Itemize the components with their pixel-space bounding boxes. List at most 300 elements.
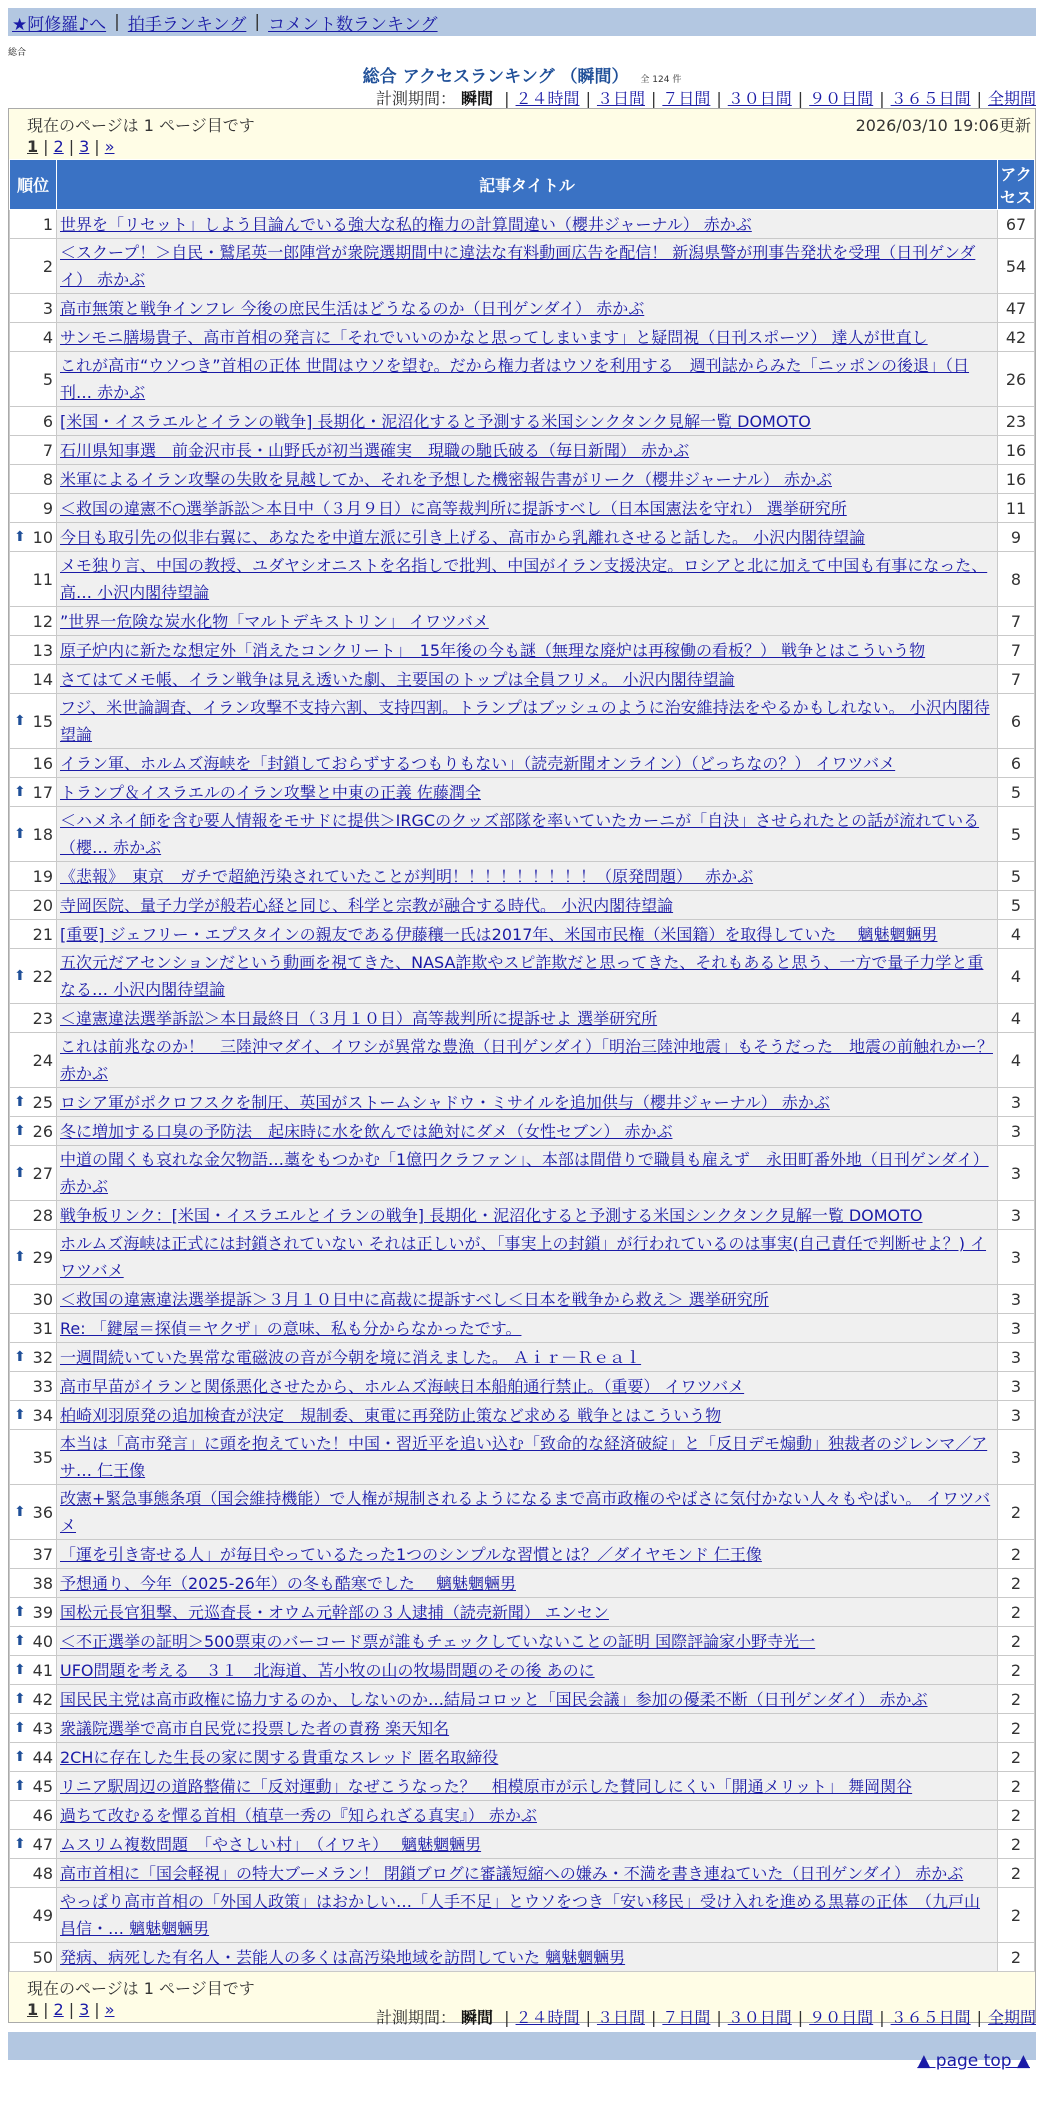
table-row: [10, 1146, 1035, 1201]
rank-number: 28: [32, 1205, 53, 1225]
access-count: 6: [998, 749, 1035, 778]
up-arrow-icon: ⬆: [14, 529, 26, 545]
access-count: 5: [998, 778, 1035, 807]
page-separator: |: [68, 2000, 75, 2019]
article-link[interactable]: 戦争板リンク：[米国・イスラエルとイランの戦争] 長期化・泥沼化すると予測する米国シンクタンク見解一覧 DOMOTO: [60, 1205, 923, 1225]
table-row: [10, 778, 1035, 807]
home-link[interactable]: ★阿修羅♪へ: [12, 14, 107, 35]
table-row: [10, 1004, 1035, 1033]
access-count: 3: [998, 1343, 1035, 1372]
rank-number: 9: [42, 498, 53, 518]
table-row: [10, 665, 1035, 694]
rank-cell: [10, 494, 57, 523]
access-count: 42: [998, 323, 1035, 352]
access-count: 2: [998, 1540, 1035, 1569]
up-arrow-icon: ⬆: [14, 1720, 26, 1736]
title-cell: [57, 494, 998, 523]
up-arrow-icon: ⬆: [14, 1504, 26, 1520]
page-link[interactable]: 2: [53, 137, 64, 156]
rank-cell: [10, 1230, 57, 1285]
clap-ranking-link[interactable]: 拍手ランキング: [127, 14, 247, 35]
article-link[interactable]: 衆議院選挙で高市自民党に投票した者の責務 楽天知名: [60, 1718, 450, 1738]
rank-number: 27: [32, 1163, 53, 1183]
title-cell: [57, 1343, 998, 1372]
title-cell: [57, 949, 998, 1004]
page-link[interactable]: 3: [79, 137, 90, 156]
article-link[interactable]: ＜ハメネイ師を含む要人情報をモサドに提供＞IRGCのクッズ部隊を率いていたカーニが「自決」させられたとの話が流れている（櫻… 赤かぶ: [60, 811, 980, 857]
access-count: 2: [998, 1485, 1035, 1540]
title-cell: [57, 436, 998, 465]
article-link[interactable]: 中道の聞くも哀れな金欠物語…藁をもつかむ「1億円クラファン」、本部は間借りで職員も雇えず 永田町番外地（日刊ゲンダイ） 赤かぶ: [60, 1150, 989, 1196]
up-arrow-icon: ⬆: [14, 1123, 26, 1139]
article-link[interactable]: 原子炉内に新たな想定外「消えたコンクリート」 15年後の今も謎（無理な廃炉は再稼働の看板？） 戦争とはこういう物: [60, 640, 926, 660]
rank-cell: [10, 891, 57, 920]
article-link[interactable]: 発病、病死した有名人・芸能人の多くは高汚染地域を訪問していた 魑魅魍魎男: [60, 1947, 626, 1967]
period-link[interactable]: ３６５日間: [890, 89, 971, 108]
up-arrow-icon: ⬆: [14, 1749, 26, 1765]
table-row: [10, 807, 1035, 862]
access-count: 2: [998, 1888, 1035, 1943]
rank-cell: [10, 1598, 57, 1627]
article-link[interactable]: ”世界一危険な炭水化物「マルトデキストリン」 イワツバメ: [60, 611, 489, 631]
rank-number: 40: [32, 1631, 53, 1651]
article-link[interactable]: フジ、米世論調査、イラン攻撃不支持六割、支持四割。トランプはブッシュのように治安維持法をやるかもしれない。 小沢内閣待望論: [60, 698, 990, 744]
rank-cell: [10, 1485, 57, 1540]
rank-number: 21: [32, 924, 53, 944]
table-row: [10, 1230, 1035, 1285]
current-page: 1: [27, 2000, 39, 2019]
article-link[interactable]: 柏崎刈羽原発の追加検査が決定 規制委、東電に再発防止策など求める 戦争とはこういう物: [60, 1405, 722, 1425]
article-link[interactable]: トランプ＆イスラエルのイラン攻撃と中東の正義 佐藤潤全: [60, 782, 481, 802]
period-selector-top: [376, 86, 1036, 109]
article-link[interactable]: さてはてメモ帳、イラン戦争は見え透いた劇、主要国のトップは全員フリメ。 小沢内閣待望論: [60, 669, 735, 689]
period-link[interactable]: ７日間: [662, 89, 711, 108]
rank-number: 30: [32, 1289, 53, 1309]
nav-separator: |: [976, 2008, 982, 2027]
up-arrow-icon: ⬆: [14, 826, 26, 842]
article-link[interactable]: 《悲報》 東京 ガチで超絶汚染されていたことが判明！！！！！！！！！（原発問題） 赤かぶ: [60, 866, 754, 886]
rank-cell: [10, 239, 57, 294]
rank-cell: [10, 1201, 57, 1230]
rank-cell: [10, 862, 57, 891]
table-row: [10, 1569, 1035, 1598]
rank-number: 11: [32, 569, 53, 589]
article-link[interactable]: 冬に増加する口臭の予防法 起床時に水を飲んでは絶対にダメ（女性セブン） 赤かぶ: [60, 1121, 673, 1141]
table-row: [10, 920, 1035, 949]
rank-number: 17: [32, 782, 53, 802]
rank-number: 22: [32, 966, 53, 986]
rank-number: 32: [32, 1347, 53, 1367]
access-count: 8: [998, 552, 1035, 607]
title-cell: [57, 1685, 998, 1714]
period-link[interactable]: ７日間: [662, 2008, 711, 2027]
title-cell: [57, 891, 998, 920]
period-link[interactable]: ９０日間: [809, 89, 874, 108]
rank-cell: [10, 1430, 57, 1485]
table-row: [10, 636, 1035, 665]
access-count: 3: [998, 1088, 1035, 1117]
rank-cell: [10, 1540, 57, 1569]
bottom-bar: [8, 2032, 1036, 2060]
access-count: 67: [998, 210, 1035, 239]
access-count: 2: [998, 1627, 1035, 1656]
access-count: 2: [998, 1598, 1035, 1627]
rank-number: 45: [32, 1776, 53, 1796]
rank-number: 6: [42, 411, 53, 431]
up-arrow-icon: ⬆: [14, 1165, 26, 1181]
period-links: [498, 2008, 1036, 2027]
nav-separator: |: [879, 89, 885, 108]
pagination: [27, 137, 114, 156]
rank-cell: [10, 1743, 57, 1772]
access-count: 11: [998, 494, 1035, 523]
title-cell: [57, 1598, 998, 1627]
article-link[interactable]: UFO問題を考える ３１ 北海道、苫小牧の山の牧場問題のその後 あのに: [60, 1660, 595, 1680]
access-count: 3: [998, 1314, 1035, 1343]
table-row: [10, 1117, 1035, 1146]
header-rank: 順位: [10, 160, 57, 210]
period-link[interactable]: ３６５日間: [890, 2008, 971, 2027]
table-row: [10, 1656, 1035, 1685]
access-count: 5: [998, 862, 1035, 891]
rank-number: 49: [32, 1905, 53, 1925]
comment-ranking-link[interactable]: コメント数ランキング: [268, 14, 438, 35]
rank-cell: [10, 749, 57, 778]
title-cell: [57, 1033, 998, 1088]
page-link[interactable]: »: [104, 137, 115, 156]
period-link[interactable]: 全期間: [987, 2008, 1036, 2027]
table-row: [10, 552, 1035, 607]
access-count: 2: [998, 1685, 1035, 1714]
access-count: 2: [998, 1830, 1035, 1859]
title-cell: [57, 1714, 998, 1743]
header-access: アクセス: [998, 160, 1035, 210]
access-count: 2: [998, 1743, 1035, 1772]
title-cell: [57, 1830, 998, 1859]
table-row: [10, 862, 1035, 891]
category-label: 総合: [8, 48, 27, 58]
article-link[interactable]: ＜救国の違憲違法選挙提訴＞３月１０日中に高裁に提訴すべし＜日本を戦争から救え＞ 選挙研究所: [60, 1289, 769, 1309]
rank-cell: [10, 1088, 57, 1117]
up-arrow-icon: ⬆: [14, 1604, 26, 1620]
article-link[interactable]: 2CHに存在した生長の家に関する貴重なスレッド 匿名取締役: [60, 1747, 499, 1767]
rank-number: 15: [32, 711, 53, 731]
page-separator: |: [68, 137, 75, 156]
access-count: 7: [998, 665, 1035, 694]
rank-number: 16: [32, 753, 53, 773]
page-separator: |: [94, 2000, 100, 2019]
article-link[interactable]: ホルムズ海峡は正式には封鎖されていない それは正しいが、「事実上の封鎖」が行われているのは事実(自己責任で判断せよ？) イワツバメ: [60, 1234, 987, 1280]
access-count: 4: [998, 1033, 1035, 1088]
access-count: 4: [998, 920, 1035, 949]
table-row: [10, 1201, 1035, 1230]
article-link[interactable]: 本当は「高市発言」に頭を抱えていた！中国・習近平を追い込む「致命的な経済破綻」と「反日デモ煽動」独裁者のジレンマ／アサ… 仁王像: [60, 1434, 988, 1480]
article-link[interactable]: これが高市“ウソつき”首相の正体 世間はウソを望む。だから権力者はウソを利用する 週刊誌からみた「ニッポンの後退」（日刊… 赤かぶ: [60, 356, 970, 402]
title-cell: [57, 694, 998, 749]
rank-cell: [10, 1714, 57, 1743]
period-link[interactable]: ３０日間: [727, 89, 792, 108]
article-link[interactable]: やっぱり高市首相の「外国人政策」はおかしい…「人手不足」とウソをつき「安い移民」受け入れを進める黒幕の正体 （九戸山 昌信・… 魑魅魍魎男: [60, 1892, 981, 1938]
access-count: 2: [998, 1656, 1035, 1685]
rank-number: 5: [42, 369, 53, 389]
article-link[interactable]: 高市首相に「国会軽視」の特大ブーメラン！ 閉鎖ブログに審議短縮への嫌み・不満を書き連ねていた（日刊ゲンダイ） 赤かぶ: [60, 1863, 964, 1883]
article-link[interactable]: 高市早苗がイランと関係悪化させたから、ホルムズ海峡日本船舶通行禁止。（重要） イワツバメ: [60, 1376, 745, 1396]
access-count: 2: [998, 1801, 1035, 1830]
rank-cell: [10, 1888, 57, 1943]
page-link[interactable]: 3: [79, 2000, 90, 2019]
access-count: 47: [998, 294, 1035, 323]
article-link[interactable]: 国民民主党は高市政権に協力するのか、しないのか…結局コロッと「国民会議」参加の優柔不断（日刊ゲンダイ） 赤かぶ: [60, 1689, 928, 1709]
period-label: 計測期間：: [375, 89, 456, 108]
rank-cell: [10, 1772, 57, 1801]
table-row: [10, 465, 1035, 494]
title-cell: [57, 1146, 998, 1201]
rank-cell: [10, 665, 57, 694]
up-arrow-icon: ⬆: [14, 784, 26, 800]
period-link[interactable]: ２４時間: [515, 2008, 580, 2027]
rank-number: 3: [42, 298, 53, 318]
up-arrow-icon: ⬆: [14, 1691, 26, 1707]
table-row: [10, 1285, 1035, 1314]
article-link[interactable]: これは前兆なのか！ 三陸沖マダイ、イワシが異常な豊漁（日刊ゲンダイ）「明治三陸沖地震」もそうだった 地震の前触れかー？ 赤かぶ: [60, 1037, 993, 1083]
article-link[interactable]: 国松元長官狙撃、元巡査長・オウム元幹部の３人逮捕（読売新聞） エンセン: [60, 1602, 609, 1622]
access-count: 3: [998, 1230, 1035, 1285]
table-row: [10, 1540, 1035, 1569]
nav-separator: |: [976, 89, 982, 108]
header-title: 記事タイトル: [57, 160, 998, 210]
article-link[interactable]: 世界を「リセット」しよう目論んでいる強大な私的権力の計算間違い（櫻井ジャーナル） 赤かぶ: [60, 214, 752, 234]
rank-number: 23: [32, 1008, 53, 1028]
period-label: 計測期間：: [375, 2008, 456, 2027]
title-cell: [57, 1201, 998, 1230]
up-arrow-icon: ⬆: [14, 968, 26, 984]
up-arrow-icon: ⬆: [14, 1249, 26, 1265]
table-row: [10, 1314, 1035, 1343]
article-link[interactable]: ロシア軍がポクロフスクを制圧、英国がストームシャドウ・ミサイルを追加供与（櫻井ジャーナル） 赤かぶ: [60, 1092, 830, 1112]
up-arrow-icon: ⬆: [14, 1094, 26, 1110]
article-link[interactable]: サンモニ膳場貴子、高市首相の発言に「それでいいのかなと思ってしまいます」と疑問視（日刊スポーツ） 達人が世直し: [60, 327, 928, 347]
rank-number: 48: [32, 1863, 53, 1883]
table-row: [10, 1859, 1035, 1888]
access-count: 2: [998, 1943, 1035, 1972]
period-link[interactable]: ３日間: [596, 89, 645, 108]
access-count: 2: [998, 1859, 1035, 1888]
rank-number: 39: [32, 1602, 53, 1622]
rank-cell: [10, 1859, 57, 1888]
article-link[interactable]: 「運を引き寄せる人」が毎日やっているたった1つのシンプルな習慣とは？／ダイヤモンド 仁王像: [60, 1544, 762, 1564]
title-cell: [57, 607, 998, 636]
nav-separator: |: [585, 89, 591, 108]
up-arrow-icon: ⬆: [14, 1407, 26, 1423]
rank-number: 41: [32, 1660, 53, 1680]
rank-number: 10: [32, 527, 53, 547]
rank-cell: [10, 294, 57, 323]
rank-cell: [10, 1372, 57, 1401]
rank-number: 2: [42, 256, 53, 276]
page-title: [0, 62, 1044, 87]
page-separator: |: [43, 137, 49, 156]
title-cell: [57, 862, 998, 891]
access-count: 7: [998, 607, 1035, 636]
rank-number: 26: [32, 1121, 53, 1141]
rank-cell: [10, 1830, 57, 1859]
rank-number: 38: [32, 1573, 53, 1593]
article-link[interactable]: 米軍によるイラン攻撃の失敗を見越してか、それを予想した機密報告書がリーク（櫻井ジャーナル） 赤かぶ: [60, 469, 832, 489]
rank-number: 4: [42, 327, 53, 347]
rank-cell: [10, 465, 57, 494]
up-arrow-icon: ⬆: [14, 1836, 26, 1852]
rank-cell: [10, 1146, 57, 1201]
rank-cell: [10, 323, 57, 352]
access-count: 3: [998, 1285, 1035, 1314]
rank-cell: [10, 920, 57, 949]
up-arrow-icon: ⬆: [14, 1778, 26, 1794]
page-indicator: 現在のページは 1 ページ目です: [27, 116, 255, 135]
title-cell: [57, 1285, 998, 1314]
up-arrow-icon: ⬆: [14, 1662, 26, 1678]
article-link[interactable]: [米国・イスラエルとイランの戦争] 長期化・泥沼化すると予測する米国シンクタンク見解一覧 DOMOTO: [60, 411, 811, 431]
article-link[interactable]: [重要] ジェフリー・エプスタインの親友である伊藤穰一氏は2017年、米国市民権（米国籍）を取得していた 魑魅魍魎男: [60, 924, 938, 944]
article-link[interactable]: 五次元だアセンションだという動画を視てきた、NASA詐欺やスピ詐欺だと思ってきた、それもあると思う、一方で量子力学と重なる… 小沢内閣待望論: [60, 953, 984, 999]
article-link[interactable]: 予想通り、今年（2025-26年）の冬も酷寒でした 魑魅魍魎男: [60, 1573, 516, 1593]
ranking-table: [9, 159, 1035, 1972]
nav-separator: |: [797, 89, 804, 108]
rank-cell: [10, 1343, 57, 1372]
title-cell: [57, 1888, 998, 1943]
up-arrow-icon: ⬆: [14, 1349, 26, 1365]
article-link[interactable]: ＜スクープ！＞自民・鷲尾英一郎陣営が衆院選期間中に違法な有料動画広告を配信！ 新潟県警が刑事告発状を受理（日刊ゲンダイ） 赤かぶ: [60, 243, 976, 289]
access-count: 4: [998, 949, 1035, 1004]
table-row: [10, 1627, 1035, 1656]
period-link[interactable]: ３日間: [596, 2008, 645, 2027]
rank-cell: [10, 523, 57, 552]
rank-cell: [10, 1004, 57, 1033]
period-link[interactable]: ２４時間: [515, 89, 580, 108]
title-cell: [57, 1540, 998, 1569]
access-count: 54: [998, 239, 1035, 294]
table-row: [10, 1598, 1035, 1627]
title-cell: [57, 552, 998, 607]
table-row: [10, 607, 1035, 636]
title-cell: [57, 210, 998, 239]
nav-separator: |: [504, 2008, 510, 2027]
title-cell: [57, 352, 998, 407]
table-row: [10, 1372, 1035, 1401]
table-row: [10, 1033, 1035, 1088]
period-link[interactable]: ９０日間: [809, 2008, 874, 2027]
rank-cell: [10, 1401, 57, 1430]
page-top-link[interactable]: ▲ page top ▲: [917, 2051, 1030, 2071]
rank-cell: [10, 1943, 57, 1972]
rank-cell: [10, 1314, 57, 1343]
rank-number: 46: [32, 1805, 53, 1825]
nav-separator: |: [254, 12, 261, 32]
article-link[interactable]: 一週間続いていた異常な電磁波の音が今朝を境に消えました。 Ａｉｒ－Ｒｅａｌ: [60, 1347, 642, 1367]
ranking-container: [8, 108, 1036, 2023]
article-link[interactable]: ＜救国の違憲不○選挙訴訟＞本日中（３月９日）に高等裁判所に提訴すべし（日本国憲法を守れ） 選挙研究所: [60, 498, 847, 518]
rank-number: 34: [32, 1405, 53, 1425]
title-cell: [57, 920, 998, 949]
title-cell: [57, 778, 998, 807]
table-row: [10, 1888, 1035, 1943]
period-link[interactable]: ３０日間: [727, 2008, 792, 2027]
article-link[interactable]: 高市無策と戦争インフレ 今後の庶民生活はどうなるのか（日刊ゲンダイ） 赤かぶ: [60, 298, 645, 318]
article-link[interactable]: ＜違憲違法選挙訴訟＞本日最終日（３月１０日）高等裁判所に提訴せよ 選挙研究所: [60, 1008, 658, 1028]
rank-number: 31: [32, 1318, 53, 1338]
article-link[interactable]: 寺岡医院、量子力学が般若心経と同じ、科学と宗教が融合する時代。 小沢内閣待望論: [60, 895, 674, 915]
period-link[interactable]: 全期間: [987, 89, 1036, 108]
table-row: [10, 294, 1035, 323]
rank-cell: [10, 1656, 57, 1685]
rank-number: 47: [32, 1834, 53, 1854]
article-link[interactable]: 今日も取引先の似非右翼に、あなたを中道左派に引き上げる、高市から乳離れさせると話した。 小沢内閣待望論: [60, 527, 866, 547]
rank-number: 8: [42, 469, 53, 489]
title-cell: [57, 1943, 998, 1972]
table-row: [10, 407, 1035, 436]
access-count: 2: [998, 1714, 1035, 1743]
title-cell: [57, 1372, 998, 1401]
article-link[interactable]: メモ独り言、中国の教授、ユダヤシオニストを名指しで批判、中国がイラン支援決定。ロシアと北に加えて中国も有事になった、高… 小沢内閣待望論: [60, 556, 988, 602]
table-row: [10, 210, 1035, 239]
title-cell: [57, 1230, 998, 1285]
rank-number: 36: [32, 1502, 53, 1522]
title-cell: [57, 1743, 998, 1772]
title-cell: [57, 1430, 998, 1485]
access-count: 16: [998, 436, 1035, 465]
nav-separator: |: [650, 2008, 657, 2027]
table-row: [10, 1801, 1035, 1830]
period-current: 瞬間: [461, 89, 494, 108]
table-row: [10, 1401, 1035, 1430]
article-link[interactable]: ムスリム複数問題 「やさしい村」 （イワキ） 魑魅魍魎男: [60, 1834, 482, 1854]
ranking-title: 総合 アクセスランキング （瞬間）: [362, 67, 629, 87]
article-link[interactable]: イラン軍、ホルムズ海峡を「封鎖しておらずするつもりもない」（読売新聞オンライン）（どっちなの？） イワツバメ: [60, 753, 896, 773]
access-count: 9: [998, 523, 1035, 552]
title-cell: [57, 465, 998, 494]
page-separator: |: [94, 137, 100, 156]
page-link[interactable]: »: [104, 2000, 115, 2019]
article-link[interactable]: 過ちて改むるを憚る首相（植草一秀の『知られざる真実』） 赤かぶ: [60, 1805, 537, 1825]
article-link[interactable]: ＜不正選挙の証明＞500票束のバーコード票が誰もチェックしていないことの証明 国際評論家小野寺光一: [60, 1631, 816, 1651]
update-timestamp: 2026/03/10 19:06更新: [855, 116, 1031, 135]
title-cell: [57, 749, 998, 778]
table-row: [10, 352, 1035, 407]
rank-cell: [10, 1801, 57, 1830]
title-cell: [57, 1859, 998, 1888]
article-link[interactable]: 改憲+緊急事態条項（国会維持機能）で人権が規制されるようになるまで高市政権のやばさに気付かない人々もやばい。 イワツバメ: [60, 1489, 991, 1535]
article-link[interactable]: リニア駅周辺の道路整備に「反対運動」なぜこうなった？ 相模原市が示した賛同しにくい「開通メリット」 舞岡関谷: [60, 1776, 913, 1796]
nav-separator: |: [797, 2008, 804, 2027]
rank-number: 42: [32, 1689, 53, 1709]
rank-number: 18: [32, 824, 53, 844]
title-cell: [57, 1569, 998, 1598]
nav-separator: |: [504, 89, 510, 108]
current-page: 1: [27, 137, 39, 156]
rank-cell: [10, 1627, 57, 1656]
nav-separator: |: [650, 89, 657, 108]
article-link[interactable]: Re: 「鍵屋＝探偵＝ヤクザ」の意味、私も分からなかったです。: [60, 1318, 522, 1338]
access-count: 16: [998, 465, 1035, 494]
title-cell: [57, 407, 998, 436]
page-info-top: [9, 109, 1035, 159]
rank-number: 33: [32, 1376, 53, 1396]
rank-number: 44: [32, 1747, 53, 1767]
page-link[interactable]: 2: [53, 2000, 64, 2019]
rank-number: 29: [32, 1247, 53, 1267]
table-row: [10, 1485, 1035, 1540]
access-count: 3: [998, 1401, 1035, 1430]
article-link[interactable]: 石川県知事選 前金沢市長・山野氏が初当選確実 現職の馳氏破る（毎日新聞） 赤かぶ: [60, 440, 690, 460]
